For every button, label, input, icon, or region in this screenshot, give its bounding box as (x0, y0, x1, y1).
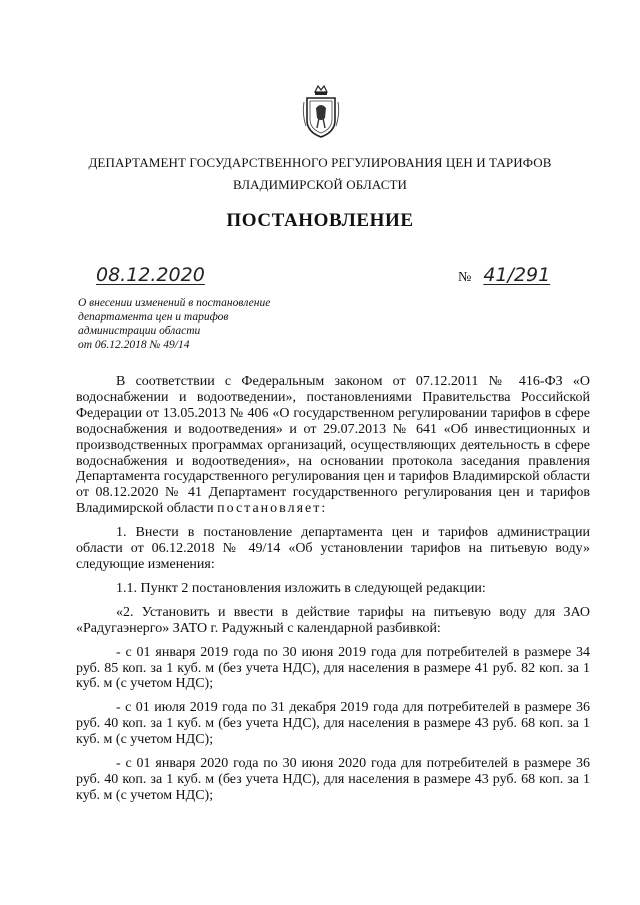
subject-line: О внесении изменений в постановление (78, 297, 271, 309)
subject-line: департамента цен и тарифов (78, 311, 229, 323)
document-body (76, 374, 590, 804)
subject-line: от 06.12.2018 № 49/14 (78, 339, 190, 351)
document-title: ПОСТАНОВЛЕНИЕ (226, 210, 414, 231)
number-sign: № (458, 270, 472, 285)
preamble-text: В соответствии с Федеральным законом от 07.12.2011 № 416-ФЗ «О водоснабжении и водоотведении», постановлениями Правительства Российской Федерации от 13.05.2013 № 406 «О государственном регулировании тарифов в сфере водоснабжения и водоотведения» и от 29.07.2013 № 641 «Об инвестиционных и производственных программах организаций, осуществляющих деятельность в сфере водоснабжения и водоотведения», на основании протокола заседания правления Департамента государственного регулирования цен и тарифов Владимирской области от 08.12.2020 № 41 Департамент государственного регулирования цен и тарифов Владимирской области (76, 374, 590, 517)
document-subject (78, 296, 338, 352)
subject-line: администрации области (78, 325, 201, 337)
tariff-paragraph: - с 01 января 2020 года по 30 июня 2020 года для потребителей в размере 36 руб. 40 коп. за 1 куб. м (без учета НДС), для населения в размере 43 руб. 68 коп. за 1 куб. м (с учетом НДС); (76, 756, 590, 803)
item-2-paragraph: «2. Установить и ввести в действие тарифы на питьевую воду для ЗАО «Радугаэнерго» ЗАТО г. Радужный с календарной разбивкой: (76, 604, 590, 636)
document-number: 41/291 (483, 264, 551, 286)
preamble-paragraph (76, 374, 590, 517)
tariff-paragraph: - с 01 января 2019 года по 30 июня 2019 года для потребителей в размере 34 руб. 85 коп. за 1 куб. м (без учета НДС), для населения в размере 41 руб. 82 коп. за 1 куб. м (с учетом НДС); (76, 644, 590, 692)
document-number-block (458, 264, 550, 286)
item-1-1-paragraph: 1.1. Пункт 2 постановления изложить в следующей редакции: (116, 580, 486, 596)
department-name-line2: ВЛАДИМИРСКОЙ ОБЛАСТИ (232, 177, 408, 192)
document-date: 08.12.2020 (96, 264, 205, 286)
decree-word: постановляет: (217, 501, 328, 517)
tariff-paragraph: - с 01 июля 2019 года по 31 декабря 2019 года для потребителей в размере 36 руб. 40 коп. за 1 куб. м (без учета НДС), для населения в размере 43 руб. 68 коп. за 1 куб. м (с учетом НДС); (76, 700, 590, 748)
department-name-line1: ДЕПАРТАМЕНТ ГОСУДАРСТВЕННОГО РЕГУЛИРОВАНИЯ ЦЕН И ТАРИФОВ (88, 155, 552, 170)
item-1-paragraph: 1. Внести в постановление департамента цен и тарифов администрации области от 06.12.2018 № 49/14 «Об установлении тарифов на питьевую воду» следующие изменения: (76, 525, 590, 572)
coat-of-arms-icon (302, 82, 340, 140)
